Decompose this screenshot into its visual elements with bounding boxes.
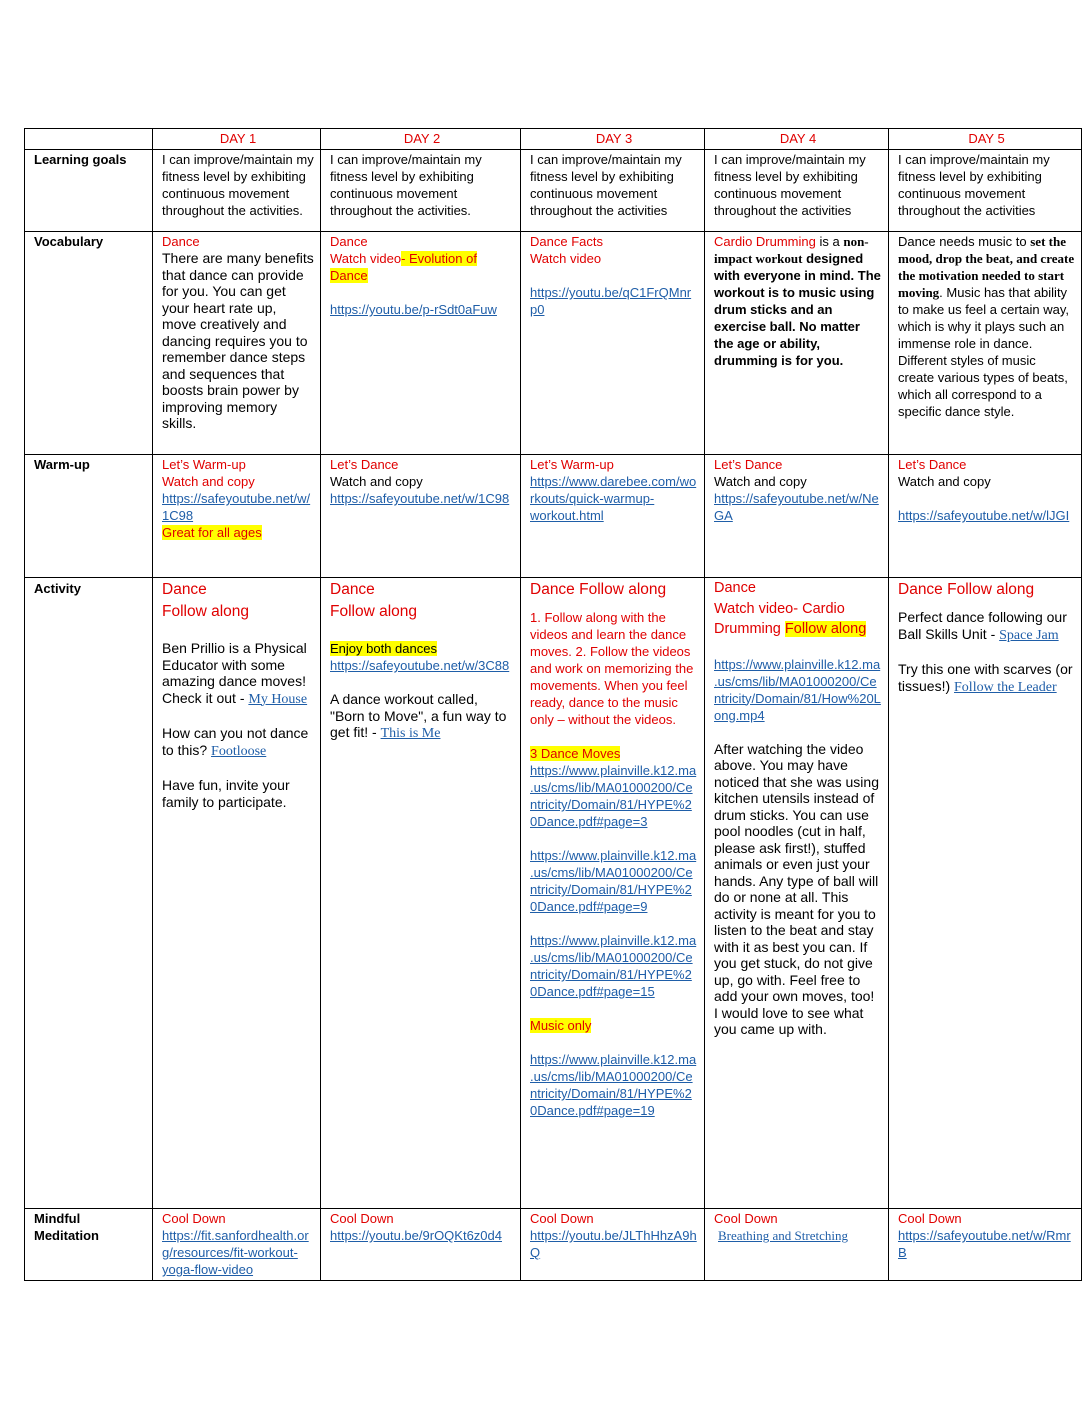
activity-day-1: [153, 578, 321, 1209]
day-2-header: DAY 2: [321, 129, 521, 150]
mindful-day-2: [321, 1209, 521, 1281]
warmup-video-link[interactable]: https://safeyoutube.net/w/1C98: [330, 491, 510, 506]
cardio-drumming-title: Cardio Drumming: [714, 234, 816, 249]
activity-description: [898, 609, 1075, 644]
activity-title: Dance Follow along: [530, 581, 667, 598]
this-is-me-link[interactable]: This is Me: [380, 726, 441, 741]
mindful-day-1: [153, 1209, 321, 1281]
activity-day-5: [889, 578, 1082, 1209]
watch-and-copy-label: Watch and copy: [162, 474, 255, 489]
activity-text: Try this one with scarves (or tissues!): [898, 661, 1073, 694]
non-impact-text: non-impact workout: [714, 234, 869, 266]
activity-subtitle: Watch video- Cardio Drumming: [714, 600, 845, 637]
mindful-day-4: [705, 1209, 889, 1281]
darebee-warmup-link[interactable]: https://www.darebee.com/workouts/quick-warmup-workout.html: [530, 474, 697, 523]
evolution-of-dance-label: - Evolution of Dance: [330, 251, 477, 283]
day-3-header: DAY 3: [521, 129, 705, 150]
vocabulary-row: [25, 232, 1082, 455]
day-1-header: DAY 1: [153, 129, 321, 150]
cool-down-label: Cool Down: [898, 1211, 962, 1226]
vocab-title: Dance: [330, 234, 368, 249]
watch-video-label: Watch video: [330, 251, 402, 266]
activity-day-4: [705, 578, 889, 1209]
watch-and-copy-label: Watch and copy: [330, 474, 423, 489]
activity-row: [25, 578, 1082, 1209]
watch-and-copy-label: Watch and copy: [898, 474, 991, 489]
activity-title: Dance Follow along: [898, 581, 1035, 598]
warmup-video-link[interactable]: https://safeyoutube.net/w/1C98: [162, 491, 311, 523]
warmup-day-1: [153, 455, 321, 578]
warmup-title: Let’s Dance: [330, 457, 399, 472]
dance-video-link[interactable]: https://safeyoutube.net/w/3C88: [330, 658, 510, 673]
great-for-all-ages-badge: Great for all ages: [162, 525, 262, 540]
activity-title: Dance: [162, 581, 207, 598]
vocab-text: designed with everyone in mind. The workout is to music using drum sticks and an exercise ball. No matter the age or ability, drumming is for you.: [714, 251, 881, 368]
vocab-day-4: [705, 232, 889, 455]
vocab-day-5: [889, 232, 1082, 455]
mindful-day-5: [889, 1209, 1082, 1281]
cool-down-label: Cool Down: [162, 1211, 226, 1226]
activity-title: Dance: [714, 580, 756, 596]
learning-goal-day-3: I can improve/maintain my fitness level by exhibiting continuous movement throughout the activities: [521, 150, 705, 232]
yoga-flow-video-link[interactable]: https://fit.sanfordhealth.org/resources/fit-workout-yoga-flow-video: [162, 1228, 309, 1277]
vocab-bold-text: set the mood, drop the beat, and create the motivation needed to start moving: [898, 234, 1075, 300]
cool-down-label: Cool Down: [530, 1211, 594, 1226]
row-label-learning-goals: Learning goals: [25, 150, 153, 232]
warmup-day-3: [521, 455, 705, 578]
activity-text: A dance workout called, "Born to Move", a fun way to get fit! -: [330, 691, 507, 740]
cool-down-video-link[interactable]: https://youtu.be/9rOQKt6z0d4: [330, 1228, 502, 1243]
warmup-day-5: [889, 455, 1082, 578]
vocab-text: is a: [815, 234, 844, 249]
warmup-title: Let’s Dance: [714, 457, 783, 472]
hype-dance-link-page-15[interactable]: https://www.plainville.k12.ma.us/cms/lib/MA01000200/Centricity/Domain/81/HYPE%20Dance.pdf#page=15: [530, 933, 697, 999]
vocab-title: Dance: [162, 234, 200, 249]
learning-goal-day-5: I can improve/maintain my fitness level by exhibiting continuous movement throughout the activities: [889, 150, 1082, 232]
activity-text: After watching the video above. You may have noticed that she was using kitchen utensils instead of drum sticks. You can use pool noodles (cut in half, please ask first!), stuffed animals or even just your hands. Any type of ball will do or none at all. This activity is meant for you to listen to the beat and stay with it as best you can. If you get stuck, do not give up, go with. Feel free to add your own moves, too! I would love to see what you came up with.: [714, 740, 879, 1037]
mindful-day-3: [521, 1209, 705, 1281]
vocab-title: Dance Facts: [530, 234, 603, 249]
activity-text: Ben Prillio is a Physical Educator with some amazing dance moves! Check it out -: [162, 640, 307, 706]
activity-description: [162, 640, 314, 708]
hype-dance-link-page-19[interactable]: https://www.plainville.k12.ma.us/cms/lib/MA01000200/Centricity/Domain/81/HYPE%20Dance.pdf#page=19: [530, 1052, 697, 1118]
activity-text: Have fun, invite your family to participate.: [162, 777, 290, 810]
warmup-day-2: [321, 455, 521, 578]
learning-goals-row: [25, 150, 1082, 232]
activity-subtitle: Follow along: [330, 603, 418, 620]
warmup-title: Let’s Warm-up: [530, 457, 614, 472]
row-label-activity: Activity: [25, 578, 153, 1209]
mindful-meditation-row: [25, 1209, 1082, 1281]
warmup-day-4: [705, 455, 889, 578]
learning-goal-day-1: I can improve/maintain my fitness level by exhibiting continuous movement throughout the activities.: [153, 150, 321, 232]
space-jam-link[interactable]: Space Jam: [999, 627, 1059, 643]
day-4-header: DAY 4: [705, 129, 889, 150]
three-dance-moves-badge: 3 Dance Moves: [530, 746, 621, 761]
hype-dance-link-page-3[interactable]: https://www.plainville.k12.ma.us/cms/lib/MA01000200/Centricity/Domain/81/HYPE%20Dance.pdf#page=3: [530, 763, 697, 829]
row-label-vocabulary: Vocabulary: [25, 232, 153, 455]
cool-down-video-link[interactable]: https://youtu.be/JLThHhzA9hQ: [530, 1228, 697, 1260]
activity-day-2: [321, 578, 521, 1209]
row-label-warm-up: Warm-up: [25, 455, 153, 578]
activity-subtitle: Follow along: [162, 603, 250, 620]
day-5-header: DAY 5: [889, 129, 1082, 150]
activity-title: Dance: [330, 581, 375, 598]
activity-description: [898, 661, 1075, 696]
activity-text: How can you not dance to this?: [162, 725, 309, 758]
breathing-and-stretching-link[interactable]: Breathing and Stretching: [718, 1228, 848, 1243]
warmup-title: Let’s Warm-up: [162, 457, 246, 472]
warmup-video-link[interactable]: https://safeyoutube.net/w/lJGI: [898, 508, 1070, 523]
vocab-day-3: [521, 232, 705, 455]
follow-the-leader-link[interactable]: Follow the Leader: [954, 679, 1057, 695]
warm-up-row: [25, 455, 1082, 578]
watch-and-copy-label: Watch and copy: [714, 474, 807, 489]
activity-steps: 1. Follow along with the videos and learn the dance moves. 2. Follow the videos and work on memorizing the movements. When you feel ready, dance to the music only – without the videos.: [530, 610, 694, 727]
vocab-day-2: [321, 232, 521, 455]
music-only-badge: Music only: [530, 1018, 592, 1033]
cool-down-label: Cool Down: [330, 1211, 394, 1226]
vocab-text: Dance needs music to: [898, 234, 1031, 249]
learning-goal-day-4: I can improve/maintain my fitness level by exhibiting continuous movement throughout the activities: [705, 150, 889, 232]
vocab-text: . Music has that ability to make us feel a certain way, which is why it plays such an immense role in dance. Different styles of music create various types of beats, which all correspond to a specific dance style.: [898, 285, 1070, 419]
dance-facts-video-link[interactable]: https://youtu.be/qC1FrQMnrp0: [530, 285, 692, 317]
footloose-link[interactable]: Footloose: [211, 743, 267, 759]
day-header-row: [25, 129, 1082, 150]
lesson-plan-table: [24, 128, 1082, 1281]
activity-description: [162, 725, 314, 760]
watch-video-label: Watch video: [530, 251, 602, 266]
cool-down-label: Cool Down: [714, 1211, 778, 1226]
activity-day-3: [521, 578, 705, 1209]
learning-goal-day-2: I can improve/maintain my fitness level by exhibiting continuous movement throughout the activities.: [321, 150, 521, 232]
activity-text: Perfect dance following our Ball Skills Unit -: [898, 609, 1067, 642]
row-label-mindful-meditation: Mindful Meditation: [25, 1209, 153, 1281]
evolution-video-link[interactable]: https://youtu.be/p-rSdt0aFuw: [330, 302, 497, 317]
corner-cell: [25, 129, 153, 150]
warmup-video-link[interactable]: https://safeyoutube.net/w/NeGA: [714, 491, 879, 523]
cool-down-video-link[interactable]: https://safeyoutube.net/w/RmrB: [898, 1228, 1071, 1260]
vocab-day-1: [153, 232, 321, 455]
enjoy-both-dances-badge: Enjoy both dances: [330, 641, 437, 656]
vocab-text: There are many benefits that dance can provide for you. You can get your heart rate up, move creatively and dancing requires you to remember dance steps and sequences that boosts brain power by improving memory skills.: [162, 250, 314, 431]
hype-dance-link-page-9[interactable]: https://www.plainville.k12.ma.us/cms/lib/MA01000200/Centricity/Domain/81/HYPE%20Dance.pdf#page=9: [530, 848, 697, 914]
activity-description: [330, 691, 514, 743]
warmup-title: Let’s Dance: [898, 457, 967, 472]
cardio-drumming-video-link[interactable]: https://www.plainville.k12.ma.us/cms/lib/MA01000200/Centricity/Domain/81/How%20Long.mp4: [714, 656, 881, 723]
follow-along-badge: Follow along: [784, 620, 867, 637]
my-house-link[interactable]: My House: [248, 691, 308, 707]
